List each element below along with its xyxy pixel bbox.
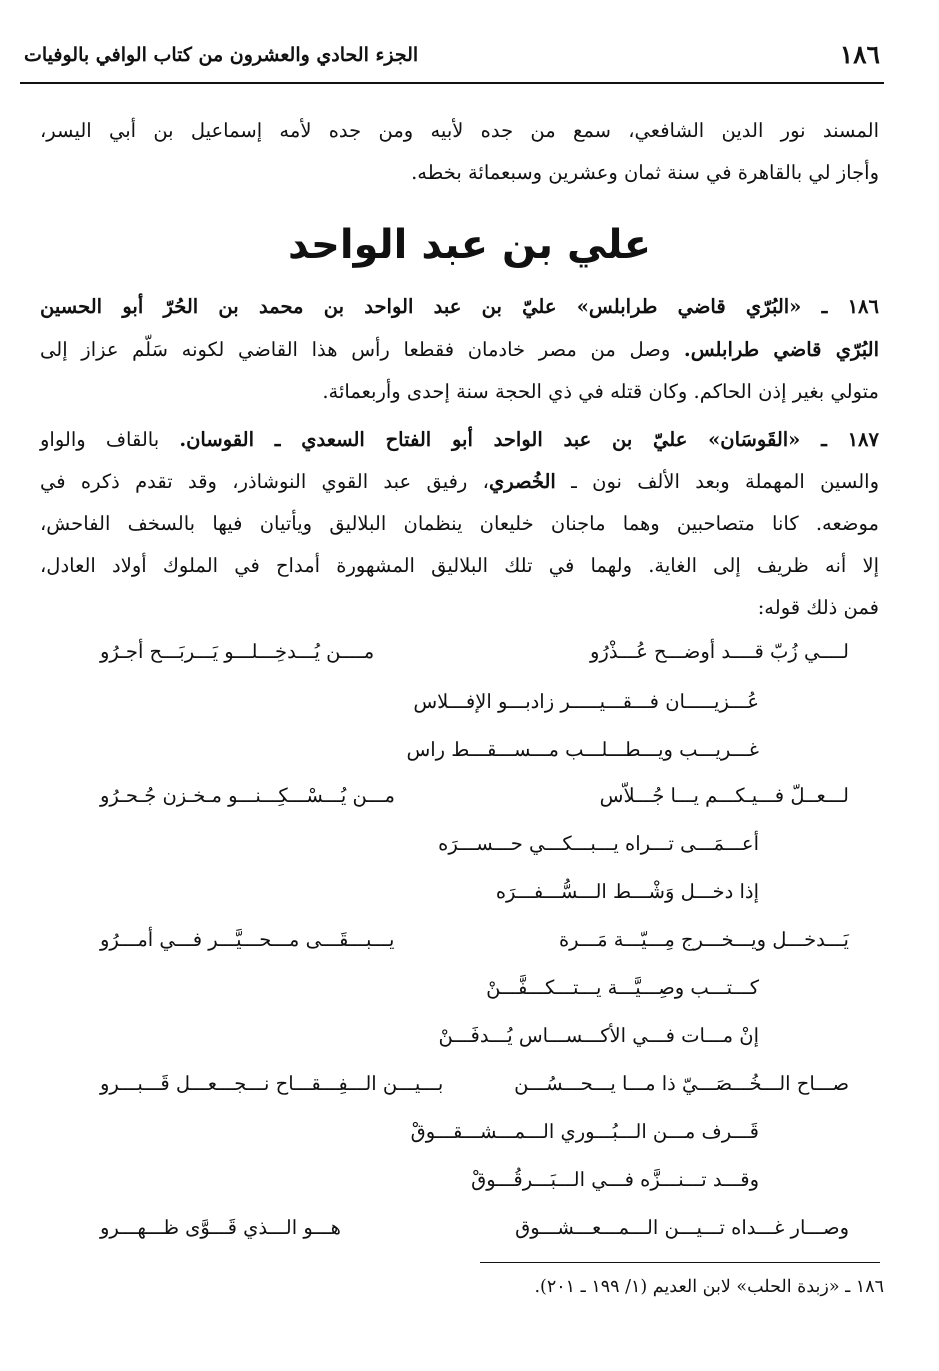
entry-186-line-1: ١٨٦ ـ «البُرّي قاضي طرابلس» عليّ بن عبد الواحد بن محمد بن الحُرّ أبو الحسين <box>40 295 879 318</box>
header-title: الجزء الحادي والعشرون من كتاب الوافي بالوفيات <box>24 44 419 66</box>
poem-verse-2 <box>60 690 879 720</box>
hemistich-left: مــــن يُـــدخِـــلـــو يَـــربَـــح أجـرُو <box>100 640 375 663</box>
indented-verse: عُـــزيـــــان فـــقـــيـــــر زادبـــو الإفـــلاس <box>413 690 759 713</box>
hemistich-right: وصـــار غـــداه تـــيـــن الـــمـــعـــشـــوق <box>515 1216 849 1239</box>
running-head <box>20 36 884 84</box>
poem-verse-4 <box>60 784 879 814</box>
entry-187-line-2 <box>40 467 879 497</box>
hemistich-left: مـــن يُـــسْـــكِـــنـــو مـخـزن جُـحـرُو <box>100 784 395 807</box>
indented-verse: أعـــمَـــى تـــراه يـــبـــكـــي حـــســـرَه <box>438 832 759 855</box>
entry-187-name: ١٨٧ ـ «القَوسَان» عليّ بن عبد الواحد أبو الفتاح السعدي ـ القوسان. <box>179 428 879 451</box>
hemistich-left: هـــو الـــذي قَـــوَّى ظـــهـــرو <box>100 1216 341 1239</box>
poem-verse-8 <box>60 976 879 1006</box>
entry-187-nickname: الخُصري <box>488 470 556 493</box>
entry-187-line-5: فمن ذلك قوله: <box>757 596 879 619</box>
hemistich-left: يـــبـــقَـــى مـــحـــيَّـــر فـــي أمـــرُو <box>100 928 395 951</box>
indented-verse: وقـــد تـــنـــزَّه فـــي الـــبَـــرقُـــوقْ <box>471 1168 759 1191</box>
entry-187-line-4: إلا أنه ظريف إلى الغاية. ولهما في تلك البلاليق المشهورة أمداح في الملوك أولاد العادل، <box>40 554 879 577</box>
intro-line-2: وأجاز لي بالقاهرة في سنة ثمان وعشرين وسبعمائة بخطه. <box>411 161 879 184</box>
hemistich-right: لـــعــلّ فـــيـكـــم يـــا جُـــلاّس <box>599 784 849 807</box>
footnote: ١٨٦ ـ «زبدة الحلب» لابن العديم (١/ ١٩٩ ـ ٢٠١). <box>534 1277 884 1297</box>
poem-verse-11 <box>60 1120 879 1150</box>
entry-186-line-2-text: وصل من مصر خادمان فقطعا رأس هذا القاضي لكونه سَلّم عزاز إلى <box>40 338 684 361</box>
footnote-divider <box>480 1262 880 1263</box>
section-heading: علي بن عبد الواحد <box>287 222 652 268</box>
indented-verse: غـــريـــب ويـــطـــلـــب مـــســـقـــط راس <box>406 738 759 761</box>
intro-line-1: المسند نور الدين الشافعي، سمع من جده لأبيه ومن جده لأمه إسماعيل بن أبي اليسر، <box>40 119 879 142</box>
entry-186-line-2 <box>40 335 879 365</box>
entry-187-line-2-text-a: والسين المهملة وبعد الألف نون ـ <box>555 470 879 493</box>
poem-verse-5 <box>60 832 879 862</box>
page-number: ١٨٦ <box>839 40 880 69</box>
entry-186-name: البُرّي قاضي طرابلس. <box>683 338 879 361</box>
indented-verse: إنْ مـــات فـــي الأكـــســـاس يُـــدفَـــنْ <box>438 1024 759 1047</box>
indented-verse: كـــتـــب وصِـــيَّـــة يـــتـــكـــفَّـــنْ <box>486 976 759 999</box>
entry-187-line-2-text-b: ، رفيق عبد القوي النوشاذر، وقد تقدم ذكره في <box>40 470 489 493</box>
poem-verse-1 <box>60 640 879 670</box>
hemistich-left: بـــيـــن الـــفِـــقـــاح نـــجـــعـــل قَـــبـــرو <box>100 1072 444 1095</box>
entry-186-line-3: متولي بغير إذن الحاكم. وكان قتله في ذي الحجة سنة إحدى وأربعمائة. <box>322 380 879 403</box>
indented-verse: إذا دخـــل وَشْـــط الـــسُّـــفـــرَه <box>495 880 759 903</box>
poem-verse-12 <box>60 1168 879 1198</box>
hemistich-right: يَـــدخـــل ويـــخـــرج مِـــيّـــة مَـــرة <box>558 928 849 951</box>
poem-verse-7 <box>60 928 879 958</box>
indented-verse: قَـــرف مـــن الـــبُـــوري الـــمـــشـــقـــوقْ <box>410 1120 759 1143</box>
poem-verse-6 <box>60 880 879 910</box>
entry-187-line-1-text: بالقاف والواو <box>40 428 180 451</box>
entry-187-line-1 <box>40 425 879 455</box>
entry-187-line-3: موضعه. كانا متصاحبين وهما ماجنان خليعان ينظمان البلاليق ويأتيان فيها بالسخف الفاحش، <box>40 512 879 535</box>
poem-verse-9 <box>60 1024 879 1054</box>
poem-verse-3 <box>60 738 879 768</box>
hemistich-right: لــــي زُبّ قــــد أوضـــح عُـــذْرُو <box>590 640 849 663</box>
poem-verse-13 <box>60 1216 879 1246</box>
poem-verse-10 <box>60 1072 879 1102</box>
hemistich-right: صـــاح الـــخُـــصَـــيّ ذا مـــا يـــحـــسُـــن <box>514 1072 849 1095</box>
